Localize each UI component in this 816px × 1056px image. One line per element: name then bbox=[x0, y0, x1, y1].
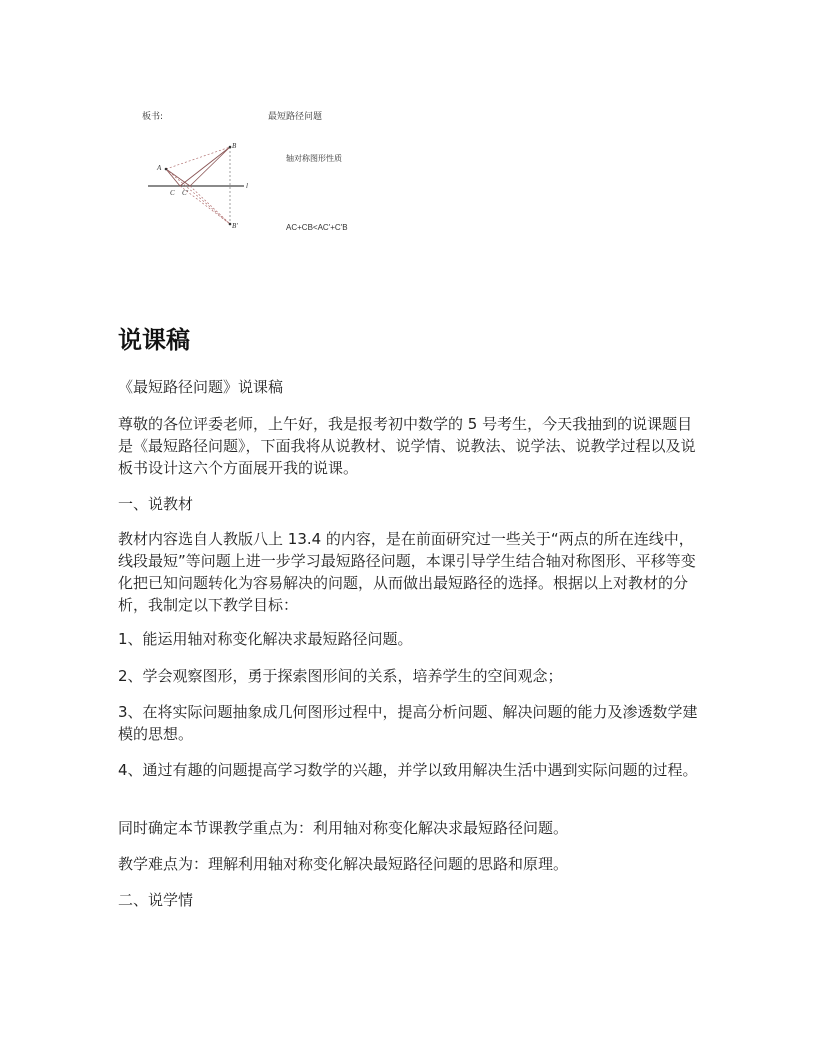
blackboard-design bbox=[130, 100, 390, 240]
goal-4: 4、通过有趣的问题提高学习数学的兴趣，并学以致用解决生活中遇到实际问题的过程。 bbox=[118, 761, 698, 779]
board-inequality: AC+CB<AC'+C'B bbox=[286, 223, 348, 232]
segment-c-prime-b-prime bbox=[190, 186, 230, 224]
difficulty: 教学难点为：理解利用轴对称变化解决最短路径问题的思路和原理。 bbox=[118, 855, 569, 873]
label-c-prime: C' bbox=[182, 189, 189, 197]
board-property: 轴对称图形性质 bbox=[286, 154, 342, 163]
geometry-diagram bbox=[140, 136, 255, 236]
section-1-heading: 一、说教材 bbox=[118, 495, 194, 513]
goal-3: 3、在将实际问题抽象成几何图形过程中，提高分析问题、解决问题的能力及渗透数学建模的思想。 bbox=[118, 703, 698, 743]
section-2-heading: 二、说学情 bbox=[118, 891, 194, 909]
label-b-prime: B' bbox=[232, 222, 238, 230]
board-title: 最短路径问题 bbox=[268, 112, 323, 122]
label-line-l: l bbox=[246, 182, 248, 190]
point-b-prime bbox=[229, 223, 232, 226]
key-point: 同时确定本节课教学重点为：利用轴对称变化解决求最短路径问题。 bbox=[118, 819, 569, 837]
goal-1: 1、能运用轴对称变化解决求最短路径问题。 bbox=[118, 630, 413, 648]
point-a bbox=[165, 168, 168, 171]
label-a: A bbox=[157, 164, 162, 172]
label-b: B bbox=[232, 142, 237, 150]
document-title: 说课稿 bbox=[118, 326, 190, 354]
section-1-body: 教材内容选自人教版八上 13.4 的内容，是在前面研究过一些关于“两点的所在连线中，线段最短”等问题上进一步学习最短路径问题，本课引导学生结合轴对称图形、平移等变化把已知问题转化为容易解决的问题，从而做出最短路径的选择。根据以上对教材的分析，我制定以下教学目标： bbox=[118, 530, 696, 614]
point-b bbox=[229, 146, 232, 149]
segment-c-prime-b bbox=[190, 147, 230, 186]
segment-a-b-prime bbox=[166, 169, 230, 224]
document-subtitle: 《最短路径问题》说课稿 bbox=[118, 378, 284, 396]
segment-c-b bbox=[180, 147, 230, 186]
goal-2: 2、学会观察图形，勇于探索图形间的关系，培养学生的空间观念； bbox=[118, 667, 563, 685]
intro-paragraph: 尊敬的各位评委老师，上午好，我是报考初中数学的 5 号考生，今天我抽到的说课题目是《最短路径问题》，下面我将从说教材、说学情、说教法、说学法、说教学过程以及说板书设计这六个方面展开我的说课。 bbox=[118, 415, 696, 477]
board-label: 板书: bbox=[142, 112, 164, 122]
label-c: C bbox=[170, 189, 175, 197]
segment-a-b-dotted bbox=[166, 147, 230, 169]
